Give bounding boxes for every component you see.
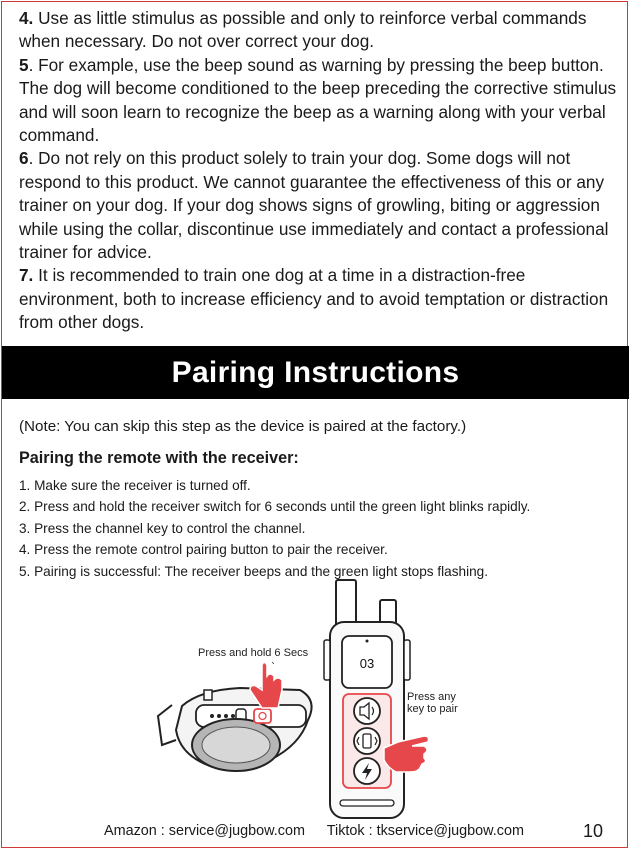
tiktok-contact: Tiktok : tkservice@jugbow.com [326,823,524,839]
step-item: 3. Press the channel key to control the channel. [19,520,306,536]
footer-contacts [104,823,542,839]
vibration-icon [354,728,380,754]
pairing-subheading: Pairing the remote with the receiver: [19,449,299,467]
sound-icon [354,698,380,724]
rule-number: 6 [19,148,29,169]
press-any-callout [407,691,458,715]
step-item: 1. Make sure the receiver is turned off. [19,478,251,493]
hold-callout: Press and hold 6 Secs [198,647,309,659]
channel-display: 03 [359,656,375,671]
rule-number: 7. [19,265,34,286]
callout-line-1: Press any [407,691,456,703]
rule-text: It is recommended to train one dog at a time in a distraction-free environment, both to increase efficiency and to avoid temptation or distraction from other dogs. [19,265,609,333]
section-title: Pairing Instructions [2,346,629,399]
step-item: 5. Pairing is successful: The receiver beeps and the green light stops flashing. [19,563,488,579]
rule-text: . For example, use the beep sound as warning by pressing the beep button. The dog will become conditioned to the beep preceding the corrective stimulus and will soon learn to recognize the beep as a warning along with your verbal command. [19,54,617,146]
collar-receiver [158,688,312,771]
power-icon [254,709,271,723]
rule-text: Use as little stimulus as possible and only to reinforce verbal commands when necessary. Do not over correct your dog. [19,8,587,52]
page-number: 10 [583,821,604,841]
step-item: 2. Press and hold the receiver switch for 6 seconds until the green light blinks rapidly. [19,499,531,515]
rule-number: 4. [19,8,34,28]
amazon-contact: Amazon : service@jugbow.com [104,823,305,839]
shock-icon [354,758,380,784]
rule-text: . Do not rely on this product solely to train your dog. Some dogs will not respond to this product. We cannot guarantee the effectiveness of this or any trainer on your dog. If your dog shows signs of growling, biting or aggression while using the collar, discontinue use immediately and contact a professional trainer for advice. [19,148,609,263]
rule-number: 5 [19,54,29,75]
factory-note: (Note: You can skip this step as the device is paired at the factory.) [19,418,467,435]
callout-line-2: key to pair [407,703,458,715]
callout-line [272,662,274,664]
step-item: 4. Press the remote control pairing button to pair the receiver. [19,542,388,558]
